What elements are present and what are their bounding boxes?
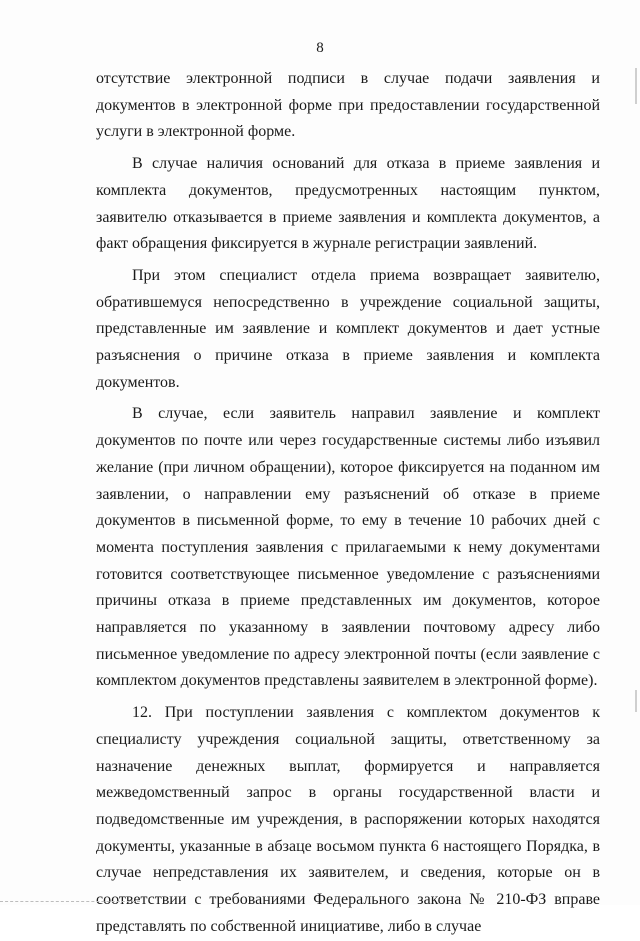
paragraph-1: отсутствие электронной подписи в случае подачи заявления и документов в электронной форме при предоставлении государственной услуги в электронной форме. [96,70,600,141]
paragraph-3: При этом специалист отдела приема возвращает заявителю, обратившемуся непосредственно в учреждение социальной защиты, представленные им заявление и комплект документов и дает устные разъяснения о причине отказа в приеме заявления и комплекта документов. [96,266,600,391]
document-body [96,66,600,941]
paragraph-2: В случае наличия оснований для отказа в приеме заявления и комплекта документов, предусмотренных настоящим пунктом, заявителю отказывается в приеме заявления и комплекта документов, а факт обращения фиксируется в журнале регистрации заявлений. [96,155,600,253]
scan-edge-mark [635,68,637,104]
paragraph-4: В случае, если заявитель направил заявление и комплект документов по почте или через государственные системы либо изъявил желание (при личном обращении), которое фиксируется на поданном им заявлении, о направлении ему разъяснений об отказе в приеме документов в письменной форме, то ему в течение 10 рабочих дней с момента поступления заявления с прилагаемыми к нему документами готовится соответствующее письменное уведомление с разъяснениями причины отказа в приеме представленных им документов, которое направляется по указанному в заявлении почтовому адресу либо письменное уведомление по адресу электронной почты (если заявление с комплектом документов представлены заявителем в электронной форме). [96,405,600,690]
paragraph-5: 12. При поступлении заявления с комплектом документов к специалисту учреждения социальной защиты, ответственному за назначение денежных выплат, формируется и направляется межведомственный запрос в органы государственной власти и подведомственные им учреждения, в распоряжении которых находятся документы, указанные в абзаце восьмом пункта 6 настоящего Порядка, в случае непредставления их заявителем, и сведения, которые он в соответствии с требованиями Федерального закона № 210-ФЗ вправе представлять по собственной инициативе, либо в случае [96,704,600,935]
scan-bottom-line [0,901,140,903]
page-number: 8 [316,40,324,56]
scan-edge-mark [635,690,637,712]
